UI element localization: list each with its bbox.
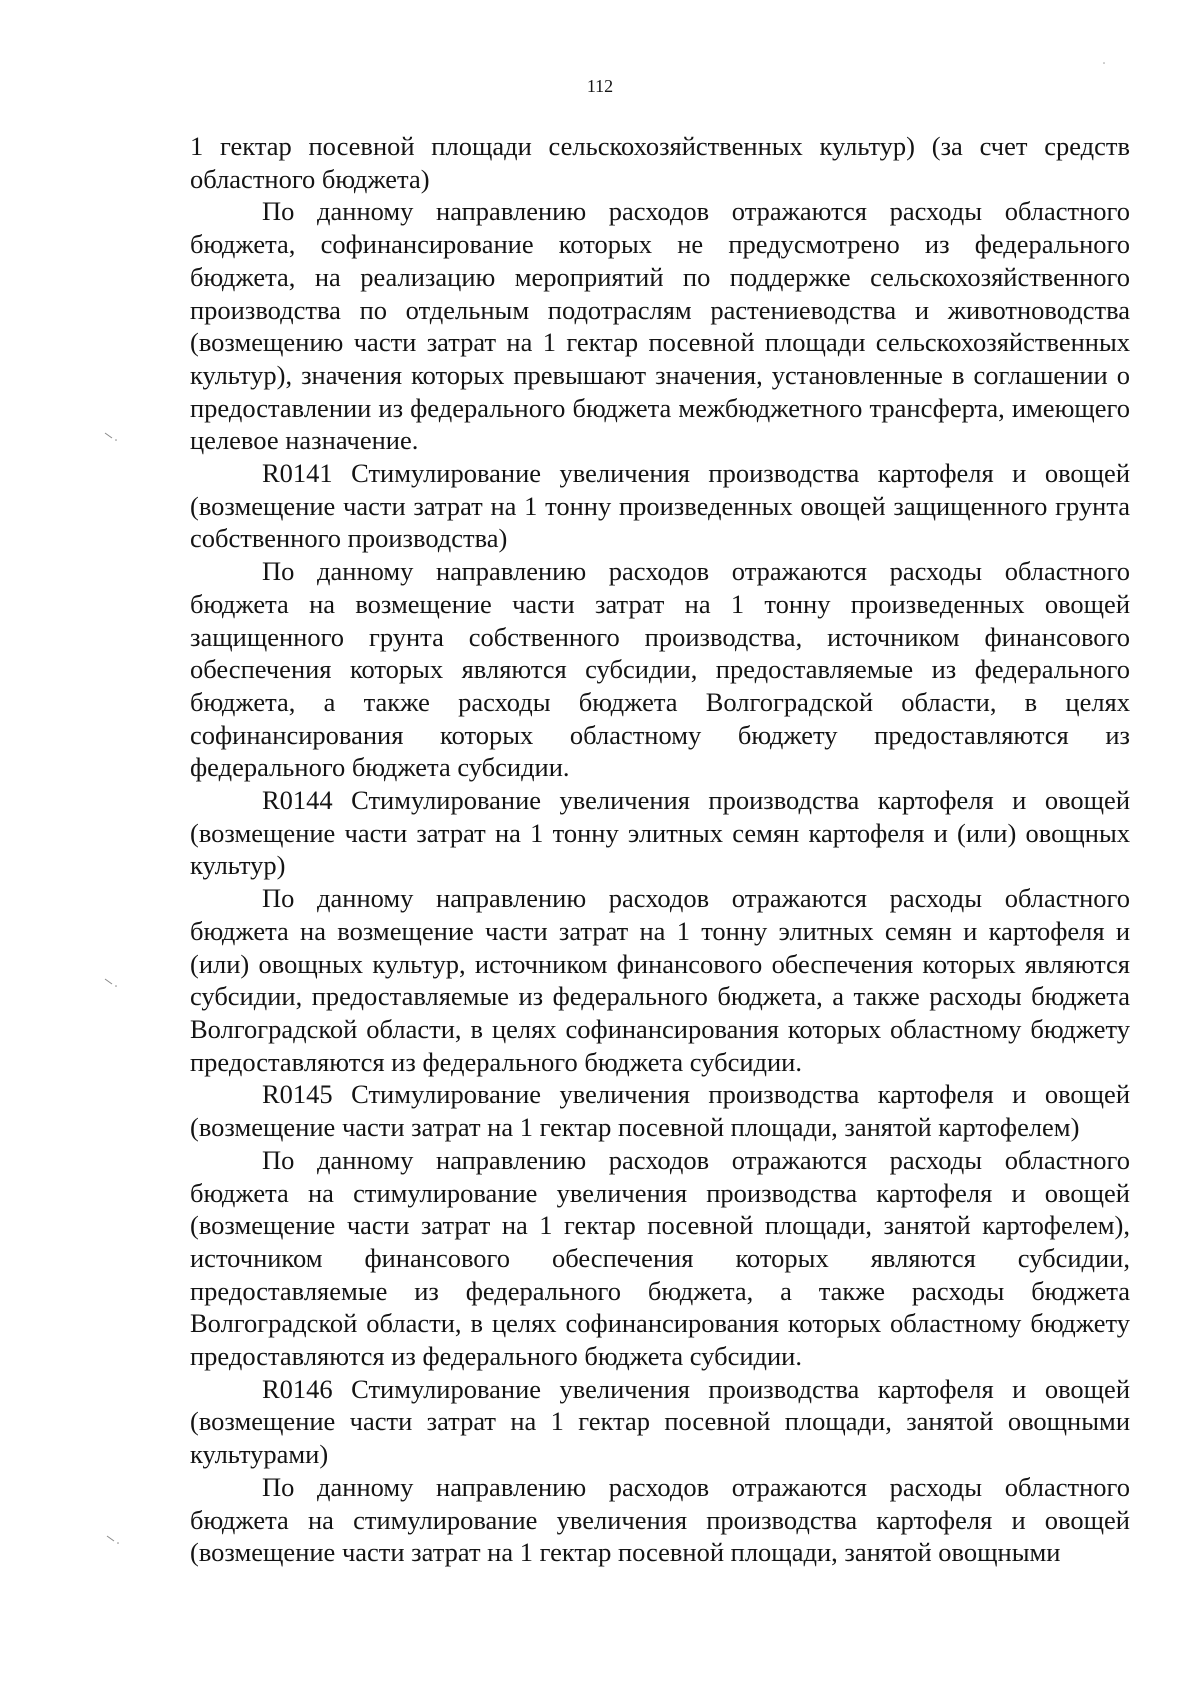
section-heading-r0144: R0144 Стимулирование увеличения производства картофеля и овощей (возмещение части затрат на 1 тонну элитных семян картофеля и (или) овощных культур): [190, 785, 1130, 881]
paragraph: По данному направлению расходов отражаются расходы областного бюджета на стимулирование увеличения производства картофеля и овощей (возмещение части затрат на 1 гектар посевной площади, занятой картофелем), источником финансового обеспечения которых являются субсидии, предоставляемые из федерального бюджета, а также расходы бюджета Волгоградской области, в целях софинансирования которых областному бюджету предоставляются из федерального бюджета субсидии.: [190, 1144, 1130, 1372]
paragraph: По данному направлению расходов отражаются расходы областного бюджета на возмещение части затрат на 1 тонну произведенных овощей защищенного грунта собственного производства, источником финансового обеспечения которых являются субсидии, предоставляемые из федерального бюджета, а также расходы бюджета Волгоградской области, в целях софинансирования которых областному бюджету предоставляются из федерального бюджета субсидии.: [190, 556, 1130, 783]
paragraph: 1 гектар посевной площади сельскохозяйственных культур) (за счет средств областного бюджета): [190, 131, 1130, 194]
paragraph: По данному направлению расходов отражаются расходы областного бюджета на возмещение части затрат на 1 тонну элитных семян и картофеля и (или) овощных культур, источником финансового обеспечения которых являются субсидии, предоставляемые из федерального бюджета, а также расходы бюджета Волгоградской области, в целях софинансирования которых областному бюджету предоставляются из федерального бюджета субсидии.: [190, 883, 1130, 1077]
section-heading-r0141: R0141 Стимулирование увеличения производства картофеля и овощей (возмещение части затрат на 1 тонну произведенных овощей защищенного грунта собственного производства): [190, 458, 1130, 554]
scan-mark-icon: [106, 1535, 120, 1545]
scan-mark-icon: [104, 978, 118, 988]
section-heading-r0145: R0145 Стимулирование увеличения производства картофеля и овощей (возмещение части затрат на 1 гектар посевной площади, занятой картофелем): [190, 1079, 1130, 1143]
document-body: [190, 130, 1130, 1569]
paragraph: По данному направлению расходов отражаются расходы областного бюджета, софинансирование которых не предусмотрено из федерального бюджета, на реализацию мероприятий по поддержке сельскохозяйственного производства по отдельным подотраслям растениеводства и животноводства (возмещению части затрат на 1 гектар посевной площади сельскохозяйственных культур), значения которых превышают значения, установленные в соглашении о предоставлении из федерального бюджета межбюджетного трансферта, имеющего целевое назначение.: [190, 196, 1130, 456]
section-heading-r0146: R0146 Стимулирование увеличения производства картофеля и овощей (возмещение части затрат на 1 гектар посевной площади, занятой овощными культурами): [190, 1373, 1130, 1470]
page-number: 112: [586, 76, 614, 96]
paragraph: По данному направлению расходов отражаются расходы областного бюджета на стимулирование увеличения производства картофеля и овощей (возмещение части затрат на 1 гектар посевной площади, занятой овощными: [190, 1471, 1130, 1568]
scan-mark-icon: [1100, 58, 1114, 68]
scan-mark-icon: [104, 432, 118, 442]
